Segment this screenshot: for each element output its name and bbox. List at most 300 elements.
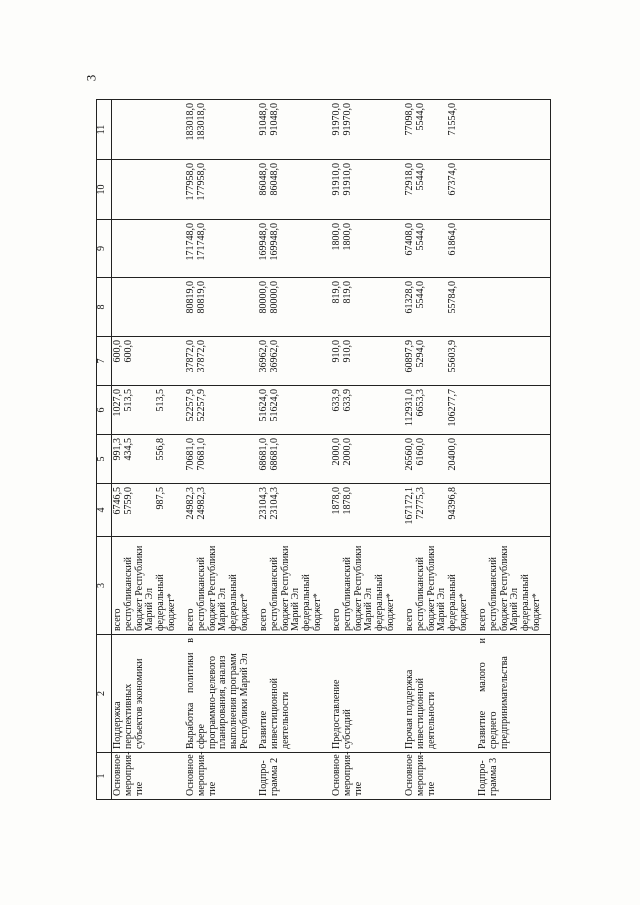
value-cell [331,220,404,278]
value-line [291,103,302,156]
value-line: 5544,0 [414,223,426,251]
value-line [291,389,302,431]
value-cell [112,435,186,484]
funding-source-line: бюджет Республики [498,545,510,631]
value-line [364,340,375,382]
rotated-table-wrapper [96,100,551,800]
value-line [218,340,229,382]
value-line [124,163,135,216]
value-cell [477,220,551,278]
value-line: 1027,0 [112,389,123,417]
value-line: 86048,0 [268,163,280,196]
value-line: 36962,0 [258,340,269,373]
value-line [218,281,229,333]
value-cell [477,435,551,484]
value-line: 23104,3 [258,487,269,520]
value-line [229,389,240,431]
funding-source-line: республиканский [341,556,353,631]
value-line: 86048,0 [258,163,269,196]
value-line [427,223,438,274]
funding-source-line: всего [185,608,197,631]
table-row [404,100,477,800]
value-cell [258,220,331,278]
value-line: 91048,0 [258,103,269,136]
value-cell [331,337,404,386]
funding-source-line: республиканский [487,556,499,631]
value-line [135,487,146,533]
value-line [229,281,240,333]
value-line [156,103,167,156]
program-type-line: Основное [330,754,342,796]
value-line [218,103,229,156]
value-line [478,389,489,431]
header-cell: 3 [97,537,112,635]
program-name-cell [258,635,331,753]
value-cell [404,435,477,484]
value-line: 183018,0 [195,103,207,141]
value-line: 91970,0 [330,103,342,136]
value-line: 52257,9 [195,389,207,422]
value-line: 77098,0 [403,103,415,136]
value-line [229,163,240,216]
program-name-cell [331,635,404,753]
value-cell [404,100,477,160]
funding-source-line: бюджет Республики [352,545,364,631]
value-line [291,223,302,274]
value-line: 513,5 [155,389,167,412]
value-line [302,487,313,533]
value-line: 72918,0 [403,163,415,196]
value-line [229,223,240,274]
value-cell [331,278,404,337]
value-line [354,340,365,382]
value-line [375,487,386,533]
value-line: 67408,0 [403,223,415,256]
value-line [156,281,167,333]
funding-source-line: федеральный бюджет* [301,574,323,631]
value-line: 819,0 [330,281,342,304]
value-line: 112931,0 [403,389,415,427]
value-line: 987,5 [155,487,167,510]
value-line [124,223,135,274]
value-line [302,281,313,333]
value-line: 24982,3 [185,487,197,520]
value-line: 67374,0 [447,163,459,196]
value-line: 5544,0 [414,103,426,131]
value-cell [258,278,331,337]
value-line [218,487,229,533]
value-line [489,438,500,480]
funding-source-line: всего [403,608,415,631]
funding-source-line: всего [476,608,488,631]
value-line: 600,0 [122,340,134,363]
value-line [364,487,375,533]
value-line [135,163,146,216]
value-line: 6160,0 [414,438,426,466]
program-type-cell [477,753,551,800]
value-line [208,389,219,431]
table-row [331,100,404,800]
value-line [500,281,511,333]
program-name-cell [404,635,477,753]
value-line [354,438,365,480]
value-line [135,340,146,382]
value-line [375,223,386,274]
value-line [124,103,135,156]
funding-source-line: федеральный бюджет* [374,574,396,631]
value-line [354,389,365,431]
value-line [113,163,124,216]
funding-source-cell [185,537,258,635]
funding-source-line: республиканский [268,556,280,631]
value-cell [404,160,477,220]
value-line [500,340,511,382]
value-line: 1878,0 [330,487,342,515]
value-line [510,223,521,274]
value-line [510,103,521,156]
value-cell [112,386,186,435]
value-line [354,103,365,156]
value-line [281,281,292,333]
value-line: 1878,0 [341,487,353,515]
funding-source-cell [258,537,331,635]
value-line [375,281,386,333]
value-cell [477,100,551,160]
value-line [302,103,313,156]
value-line [302,163,313,216]
funding-source-line: всего [112,608,123,631]
value-line [510,163,521,216]
value-line [478,438,489,480]
program-type-cell [331,753,404,800]
value-line: 600,0 [112,340,123,363]
value-cell [331,484,404,537]
value-line: 23104,3 [268,487,280,520]
program-type-line: мероприя- [341,751,353,796]
value-line [229,438,240,480]
program-type-line: Подпро- [476,760,488,796]
value-line [281,438,292,480]
value-line: 51624,0 [268,389,280,422]
header-cell: 8 [97,278,112,337]
value-cell [258,435,331,484]
funding-source-line: республиканский [195,556,207,631]
funding-source-line: бюджет Республики [425,545,437,631]
value-line [208,340,219,382]
value-line [113,281,124,333]
program-type-line: мероприя- [414,751,426,796]
value-line [281,163,292,216]
value-line: 819,0 [341,281,353,304]
funding-source-line: Марий Эл [144,588,156,631]
value-line: 556,8 [155,438,167,461]
value-line [489,223,500,274]
value-cell [258,386,331,435]
program-name-line: планирования, анализ [217,655,229,749]
program-type-cell [404,753,477,800]
value-line [229,103,240,156]
value-line: 5544,0 [414,163,426,191]
program-name-line: инвестиционной деятельности [414,678,437,749]
value-line [145,340,156,382]
value-cell [185,337,258,386]
value-line [281,223,292,274]
value-line [375,103,386,156]
value-line: 6653,3 [414,389,426,417]
table-row [477,100,551,800]
value-line: 6746,5 [112,487,123,515]
value-line [427,487,438,533]
value-cell [112,484,186,537]
value-line [375,163,386,216]
value-line [291,487,302,533]
value-line [364,163,375,216]
value-line [302,340,313,382]
program-name-line: программно-целевого [206,656,218,749]
funding-source-line: федеральный бюджет* [520,574,542,631]
value-cell [331,100,404,160]
value-line: 37872,0 [195,340,207,373]
value-line: 70681,0 [195,438,207,471]
funding-source-line: Марий Эл [290,588,302,631]
value-line [145,163,156,216]
value-line: 2000,0 [330,438,342,466]
program-name-line: деятельности [279,691,291,749]
value-line [510,281,521,333]
program-type-line: Основное [185,754,197,796]
value-line: 171748,0 [195,223,207,261]
value-line: 434,5 [122,438,134,461]
program-type-line: тие [352,781,364,796]
value-line [375,340,386,382]
value-line [302,223,313,274]
value-line: 71554,0 [447,103,459,136]
value-line [145,281,156,333]
funding-source-line: федеральный бюджет* [155,574,177,631]
value-line [229,340,240,382]
value-line: 910,0 [341,340,353,363]
funding-source-line: Марий Эл [217,588,229,631]
program-name-line: Предоставление субсидий [330,679,353,749]
value-line [364,223,375,274]
value-line [218,438,229,480]
value-line [218,223,229,274]
value-cell [185,100,258,160]
value-cell [331,435,404,484]
value-line [489,103,500,156]
value-line [489,281,500,333]
funding-source-line: Марий Эл [436,588,448,631]
value-line [208,438,219,480]
value-line [478,103,489,156]
value-line: 2000,0 [341,438,353,466]
value-line [145,223,156,274]
value-line: 26560,0 [403,438,415,471]
funding-source-cell [477,537,551,635]
value-cell [112,160,186,220]
funding-source-cell [404,537,477,635]
value-cell [477,484,551,537]
value-line [521,389,532,431]
value-line [135,281,146,333]
value-line: 60897,9 [403,340,415,373]
value-line: 5759,0 [122,487,134,515]
program-type-cell [185,753,258,800]
value-cell [185,435,258,484]
value-line [500,487,511,533]
value-line [489,487,500,533]
program-type-line: Основное [403,754,415,796]
value-line [478,340,489,382]
header-cell: 2 [97,635,112,753]
value-line [208,487,219,533]
table-row [258,100,331,800]
header-cell: 1 [97,753,112,800]
program-type-line: Основное [112,754,123,796]
program-type-line: грамма 2 [268,757,280,796]
value-line: 171748,0 [185,223,197,261]
value-cell [258,160,331,220]
value-line: 61864,0 [447,223,459,256]
funding-source-line: федеральный бюджет* [228,574,250,631]
program-name-line: выполнения программ [228,653,240,749]
value-line [489,340,500,382]
value-line [291,340,302,382]
program-type-line: мероприя- [195,751,207,796]
value-line [364,389,375,431]
value-line [500,103,511,156]
value-line [281,389,292,431]
value-line [281,340,292,382]
value-line [291,438,302,480]
value-line [135,223,146,274]
value-line [302,389,313,431]
value-cell [477,278,551,337]
funding-source-line: Марий Эл [509,588,521,631]
value-cell [185,278,258,337]
value-line [521,438,532,480]
value-cell [331,160,404,220]
funding-source-line: федеральный бюджет* [447,574,469,631]
value-line [218,389,229,431]
value-line: 169948,0 [268,223,280,261]
value-line [354,223,365,274]
value-line [521,487,532,533]
value-line [291,281,302,333]
program-name-cell [112,635,186,753]
funding-source-cell [112,537,186,635]
value-line [427,103,438,156]
value-line [500,438,511,480]
value-line: 106277,7 [447,389,459,427]
program-name-line: Развитие инвестиционной [258,678,280,749]
value-line [478,281,489,333]
program-name-line: предпринимательства [498,656,510,749]
value-line: 633,9 [330,389,342,412]
value-line [281,103,292,156]
value-line: 91970,0 [341,103,353,136]
value-line [500,389,511,431]
header-cell: 10 [97,160,112,220]
header-cell: 11 [97,100,112,160]
value-line [521,281,532,333]
value-line: 70681,0 [185,438,197,471]
value-line [354,487,365,533]
value-cell [185,160,258,220]
value-line [478,163,489,216]
value-cell [112,278,186,337]
value-line: 80000,0 [268,281,280,314]
value-line [291,163,302,216]
value-cell [112,220,186,278]
table-row [112,100,186,800]
value-line: 36962,0 [268,340,280,373]
value-line: 91910,0 [341,163,353,196]
value-line [427,389,438,431]
value-line: 80000,0 [258,281,269,314]
value-line [281,487,292,533]
value-line: 55784,0 [447,281,459,314]
funding-source-line: бюджет Республики [133,545,145,631]
value-line: 5544,0 [414,281,426,309]
value-line [156,163,167,216]
program-name-line: Выработка политики в сфере [185,638,207,749]
value-line: 183018,0 [185,103,197,141]
value-line [208,281,219,333]
table-body [112,100,551,800]
value-line: 68681,0 [268,438,280,471]
value-cell [185,484,258,537]
value-cell [477,386,551,435]
value-line: 1800,0 [330,223,342,251]
page-number: 3 [83,74,99,82]
funding-source-line: республиканский [414,556,426,631]
value-cell [331,386,404,435]
value-line [124,281,135,333]
value-cell [112,100,186,160]
value-line [208,163,219,216]
value-line [218,163,229,216]
value-line: 24982,3 [195,487,207,520]
funding-source-line: всего [258,608,269,631]
value-line: 72775,3 [414,487,426,520]
value-line [375,389,386,431]
value-cell [112,337,186,386]
value-line [521,223,532,274]
value-line [156,340,167,382]
value-line: 20400,0 [447,438,459,471]
table-row [185,100,258,800]
program-type-line: грамма 3 [487,757,499,796]
header-cell: 9 [97,220,112,278]
program-name-line: субъектов экономики [133,658,145,749]
program-type-line: Подпро- [258,760,269,796]
value-line: 1800,0 [341,223,353,251]
value-line [135,389,146,431]
value-line: 991,3 [112,438,123,461]
program-type-cell [112,753,186,800]
program-name-cell [185,635,258,753]
value-line: 52257,9 [185,389,197,422]
funding-source-line: бюджет Республики [279,545,291,631]
value-line [113,223,124,274]
value-line: 80819,0 [195,281,207,314]
value-line [510,340,521,382]
value-line [364,281,375,333]
value-cell [258,100,331,160]
value-line: 177958,0 [195,163,207,201]
value-line [375,438,386,480]
